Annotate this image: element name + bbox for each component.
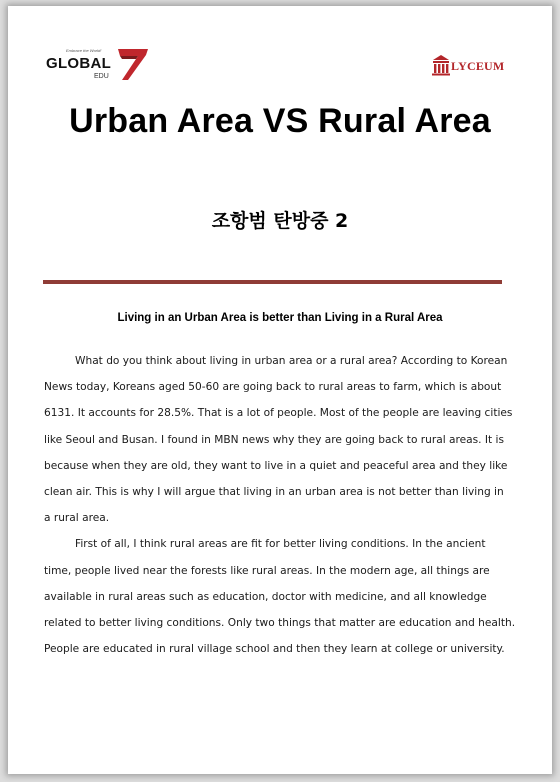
essay-body [44, 348, 520, 662]
paragraph-line: What do you think about living in urban area or a rural area? According to Korean [75, 355, 508, 367]
document-page [8, 6, 552, 774]
author-line: 조항범 탄방중 2 [211, 210, 349, 232]
global-edu-logo [46, 46, 156, 86]
divider [43, 280, 502, 284]
paragraph-line: People are educated in rural village school and then they learn at college or university. [44, 643, 505, 656]
paragraph-line: like Seoul and Busan. I found in MBN news why they are going back to rural areas. It is [44, 433, 504, 446]
lyceum-name: LYCEUM [451, 59, 505, 73]
page-title: Urban Area VS Rural Area [69, 102, 491, 140]
paragraph-line: News today, Koreans aged 50-60 are going back to rural areas to farm, which is about [44, 381, 502, 394]
logo-subtext: EDU [94, 73, 109, 80]
paragraph-line: a rural area. [44, 512, 110, 525]
logo-name: GLOBAL [46, 55, 112, 72]
seven-mark-icon [116, 46, 150, 82]
paragraph-line: First of all, I think rural areas are fit for better living conditions. In the ancient [75, 538, 486, 551]
logo-tagline: Embrace the World! [66, 48, 102, 53]
paragraph-line: because when they are old, they want to live in a quiet and peaceful area and they like [44, 459, 508, 472]
paragraph-line: 6131. It accounts for 28.5%. That is a lot of people. Most of the people are leaving cities [44, 407, 513, 420]
lyceum-logo [432, 54, 532, 80]
columns-building-icon [432, 54, 450, 76]
paragraph-line: related to better living conditions. Only two things that matter are education and health. [44, 616, 516, 629]
paragraph-line: time, people lived near the forests like rural areas. In the modern age, all things are [44, 564, 490, 577]
paragraph-line: available in rural areas such as education, doctor with medicine, and all knowledge [44, 590, 487, 603]
paragraph-line: clean air. This is why I will argue that living in an urban area is not better than living in [44, 485, 504, 498]
essay-title: Living in an Urban Area is better than Living in a Rural Area [117, 312, 443, 324]
